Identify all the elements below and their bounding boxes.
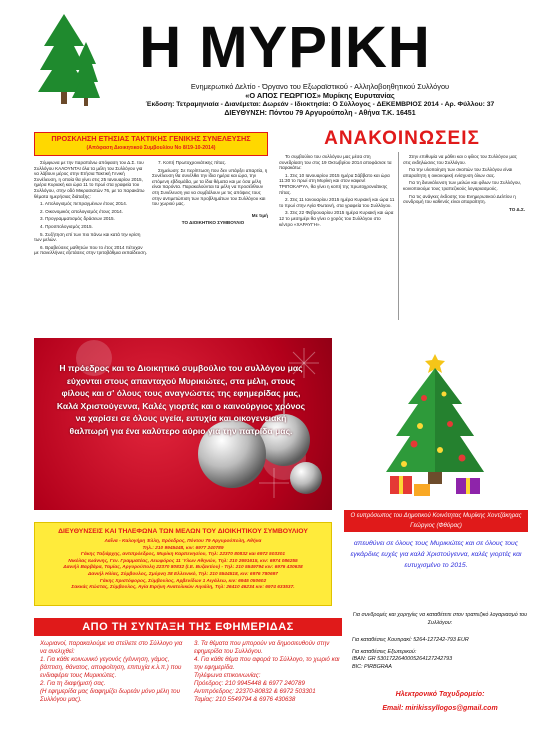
- invitation-header: [34, 132, 268, 156]
- invitation-column-2: [152, 160, 268, 310]
- board-line: Νικόλας Ιωάννης, Γεν. Γραμματέας, Λεωφόρος 11 Ύλων Αθηνών, Τηλ: 210 2691615, κιν: 6974 086255: [68, 558, 298, 564]
- invitation-intro: Σύμφωνα με την παραπάνω απόφαση του Δ.Σ. του Συλλόγου ΚΑΛΟΥΝΤΑΙ όλα τα μέλη του Συλλόγου για να λάβουν μέρος στην Ετήσια Τακτική Γενική Συνέλευση, η οποία θα γίνει στις 25 Ιανουαρίου 2015, ημέρα Κυριακή και ώρα 11 το πρωί στα γραφεία του Συλλόγου, στην οδό Μικρασιατών 76, με τα παρακάτω θέματα ημερήσιας διάταξης:: [34, 160, 145, 199]
- editorial-line: Ταμίας: 210 5549794 & 6976 430638: [194, 696, 296, 703]
- announcement-paragraph: 1. Στις 10 Ιανουαρίου 2015 ημέρα Σάββατο και ώρα 11:30 το πρωί στη Μυρίκη και στον καφενέ ΤΡΙΠΟΚΑΡΥΑ, θα γίνει η κοπή της πρωτοχρονιάτικης πίτας.: [279, 172, 390, 195]
- editorial-line: 1. Για κάθε κοινωνικό γεγονός (γέννηση, γάμος, βάπτιση, θάνατος, αποφοίτηση, επιτυχία κ.λ.π.) που ενδιαφέρει τους Μυρικιώτες.: [40, 656, 182, 679]
- invitation-heading: ΠΡΟΣΚΛΗΣΗ ΕΤΗΣΙΑΣ ΤΑΚΤΙΚΗΣ ΓΕΝΙΚΗΣ ΣΥΝΕΛΕΥΣΗΣ: [51, 134, 251, 143]
- editorial-line: Αντιπρόεδρος: 22370-80832 & 6972 503301: [194, 688, 316, 695]
- editorial-line: Πρόεδρος: 210 9945448 & 6977 240789: [194, 680, 305, 687]
- invitation-item: 2. Οικονομικός απολογισμός έτους 2014.: [40, 208, 124, 214]
- announcement-paragraph: Για την υλοποίηση των σκοπών του Συλλόγου είναι απαραίτητη η οικονομική ενίσχυση όλων σας.: [403, 167, 513, 178]
- announcements-column-2: [403, 154, 525, 324]
- masthead-issue-line: Έκδοση: Τετραμηνιαία - Διανέμεται: Δωρεάν - Ιδιοκτησία: Ο Σύλλογος - ΔΕΚΕΜΒΡΙΟΣ 2014 - Αρ. Φύλλου: 37: [145, 101, 495, 108]
- sponsor-text: απευθύνει σε όλους τους Μυρικιώτες και σε όλους τους εγκάρδιες ευχές για καλά Χριστούγεννα, καλές γιορτές και ευτυχισμένο το 2015.: [350, 540, 522, 569]
- announcements-signature: ΤΟ Δ.Σ.: [508, 206, 525, 212]
- accounts-intro: Για συνδρομές και χορηγίες να καταθέτετε στον τραπεζικό λογαριασμό του Συλλόγου:: [352, 612, 528, 626]
- editorial-line: 2. Για τη διαφήμισή σας.: [40, 680, 106, 687]
- board-line: Τηλ.: 210 9945448, κιν: 6977 240789: [142, 545, 224, 551]
- board-line: Γάκης Χριστόφορος, Σύμβουλος, Αρβενίδων 1 Αιγάλεω, κιν: 6945 050602: [99, 578, 267, 584]
- editorial-line: Τηλέφωνα επικοινωνίας:: [194, 672, 261, 679]
- accounts-line: Για καταθέσεις Κουτιρακί: 5264-127242-793 EUR: [352, 637, 469, 643]
- masthead-subtitle: Ενημερωτικό Δελτίο - Όργανο του Εξωραϊστικού - Αλληλοβοηθητικού Συλλόγου: [190, 82, 450, 91]
- announcement-paragraph: Για τη διευκόλυνση των μελών και φίλων του Συλλόγου, κοινοποιούμε τους τραπεζικούς λογαριασμούς.: [403, 180, 522, 191]
- invitation-item: 1. Απολογισμός πεπραγμένων έτους 2014.: [40, 201, 128, 207]
- accounts-line: Για καταθέσεις Εξωτερικού:: [352, 648, 417, 655]
- editorial-right: [194, 640, 342, 704]
- christmas-tree-image: [370, 340, 500, 502]
- board-line: Δανιήλ Βαρβάρα, Ταμίας, Αργυρούπολη 22370 80832 (Ι.Ε. Βυζαντίου) - Τηλ: 210 5549794 κιν: 6976 430638: [63, 565, 303, 571]
- board-heading: ΔΙΕΥΘΥΝΣΕΙΣ ΚΑΙ ΤΗΛΕΦΩΝΑ ΤΩΝ ΜΕΛΩΝ ΤΟΥ ΔΙΟΙΚΗΤΙΚΟΥ ΣΥΜΒΟΥΛΙΟΥ: [58, 528, 308, 535]
- invitation-item: 7. Κοπή Πρωτοχρονιάτικης πίτας.: [158, 160, 227, 165]
- invitation-column-1: [34, 160, 148, 310]
- editorial-header: [34, 618, 342, 636]
- accounts-iban: IBAN: GR 5301722640005264127242793: [352, 656, 453, 662]
- greeting-card: [34, 338, 332, 510]
- accounts-block: [352, 612, 528, 671]
- announcement-paragraph: Για τις ανάγκες έκδοσης του Ενημερωτικού Δελτίου η συνδρομή του καθενός είναι απαραίτητη.: [403, 193, 516, 205]
- invitation-item: 6. Βραβεύσεις μαθητών που το έτος 2014 πέτυχαν με πανελλήνιες εξετάσεις στην τριτοβάθμια εκπαίδευση.: [34, 244, 147, 256]
- invitation-note: Σημείωση: Σε περίπτωση που δεν υπάρξει απαρτία, η Συνέλευση θα συνέλθει την ίδια ημέρα και ώρα, την επόμενη εβδομάδα, με τα ίδια θέματα και με όσα μέλη είναι παρόντα. Παρακαλούνται τα μέλη να προσέλθουν στη Συνέλευση για να συμβάλουν με τις απόψεις τους στην αντιμετώπιση των προβλημάτων του Συλλόγου και του χωριού μας.: [152, 167, 268, 207]
- board-line: Λαΐνα - Καλογήρη Έλλη, πρόεδρος, Πόντου 79 Αργυρούπολη, Αθήνα: [104, 539, 262, 544]
- board-list: [35, 539, 331, 592]
- board-directory: [34, 522, 332, 606]
- announcements-column-1: [279, 154, 395, 324]
- board-line: Γάκης Ταξιάρχης, αντιπρόεδρος, Μυρίκη Καρπενησίου, Τηλ: 22370 80832 και 6972 503301: [80, 552, 286, 558]
- greeting-text: Η πρόεδρος και το Διοικητικό συμβούλιο του συλλόγου μας εύχονται στους απανταχού Μυρικιώτες, στα μέλη, στους φίλους και σ' όλους τους αναγνώστες της εφημερίδας μας, Καλά Χριστούγεννα, Καλές γιορτές και ο καινούργιος χρόνος να χαρίσει σε όλους υγεία, ευτυχία και οικογενειακή θαλπωρή για ένα καλύτερο αύριο για την πατρίδα μας.: [56, 363, 306, 436]
- announcement-paragraph: 3. Στις 22 Φεβρουαρίου 2015 ημέρα Κυριακή και ώρα 12 το μεσημέρι θα γίνει ο χορός του Συλλόγου στο κέντρο «ΧΑΡΑΥΓΗ».: [279, 210, 394, 227]
- board-line: Σακκάς Κώστας, Σύμβουλος, Αγία Ειρήνη Ανατολικών Αιγιάλη, Τηλ: 26410 46234 κιν: 6974 633537.: [71, 585, 295, 591]
- invitation-item: 4. Προϋπολογισμός 2015.: [40, 223, 93, 229]
- accounts-bic: BIC: PIRBGRAA: [352, 663, 392, 670]
- invitation-signature-line: Με τιμή: [251, 212, 268, 218]
- editorial-line: (Η εφημερίδα μας διαφημίζει δωρεάν μόνο μέλη του Συλλόγου μας).: [40, 688, 181, 703]
- editorial-heading: ΑΠΟ ΤΗ ΣΥΝΤΑΞΗ ΤΗΣ ΕΦΗΜΕΡΙΔΑΣ: [82, 621, 294, 633]
- invitation-item: 5. Συζήτηση επί των πιο πάνω και κατά την κρίση των μελών.: [34, 231, 141, 243]
- invitation-subheading: (Απόφαση Διοικητικού Συμβουλίου Νο 8/19-10-2014): [86, 145, 216, 151]
- email-link[interactable]: Email: mirikissyllogos@gmail.com: [382, 705, 498, 712]
- announcement-paragraph: 2. Στις 11 Ιανουαρίου 2015 ημέρα Κυριακή και ώρα 11 το πρωί στην Αγία Φωτεινή, στα γραφεία του Συλλόγου.: [279, 197, 395, 208]
- column-divider: [398, 152, 399, 320]
- email-label: Ηλεκτρονικό Ταχυδρομείο:: [395, 691, 485, 698]
- editorial-left: [40, 640, 188, 704]
- masthead-association: «Ο ΑΠΟΣ ΓΕΩΡΓΙΟΣ» Μυρίκης Ευρυτανίας: [245, 91, 395, 100]
- board-line: Δανιήλ Ηλίας, Σύμβουλος, Σμύρνη 38 Ελλεινικό, Τηλ: 210 5544518, κιν: 6976 780697: [88, 571, 278, 577]
- announcement-paragraph: Στην επιθυμία να μάθει και ο φίλος του Συλλόγου μας στις εκδηλώσεις του Συλλόγου.: [403, 154, 517, 165]
- editorial-line: 3. Τα θέματα που μπορούν να δημοσιευθούν στην εφημερίδα του Συλλόγου.: [194, 640, 330, 655]
- newspaper-title: Η ΜΥΡΙΚΗ: [139, 15, 431, 80]
- editorial-line: 4. Για κάθε θέμα που αφορά το Σύλλογο, το χωριό και την εφημερίδα.: [194, 656, 340, 671]
- announcement-paragraph: Το συμβούλιο του συλλόγου μας μέσα στη συνεδρίαση του στις 19 Οκτωβρίου 2014 αποφάσισε τα παρακάτω:: [279, 154, 392, 171]
- editorial-line: Χωριανοί, παρακαλούμε να στείλετε στο Σύλλογο για να ανελιχθεί:: [40, 640, 183, 655]
- invitation-item: 3. Προγραμματισμός δράσεων 2015.: [40, 216, 115, 222]
- sponsor-header: [344, 510, 528, 532]
- sponsor-heading: Ο ευπρόσωπος του Δημοτικού Κοινότητας Μυρίκης Χοντζάκηρας Γεώργιος (Φθόρας): [350, 513, 522, 529]
- announcements-heading: ΑΝΑΚΟΙΝΩΣΕΙΣ: [324, 128, 480, 149]
- pine-trees-logo: [38, 12, 100, 108]
- masthead-address: ΔΙΕΥΘΥΝΣΗ: Πόντου 79 Αργυρούπολη - Αθήνα Τ.Κ. 16451: [224, 110, 416, 117]
- invitation-signature: ΤΟ ΔΙΟΙΚΗΤΙΚΟ ΣΥΜΒΟΥΛΙΟ: [181, 220, 245, 226]
